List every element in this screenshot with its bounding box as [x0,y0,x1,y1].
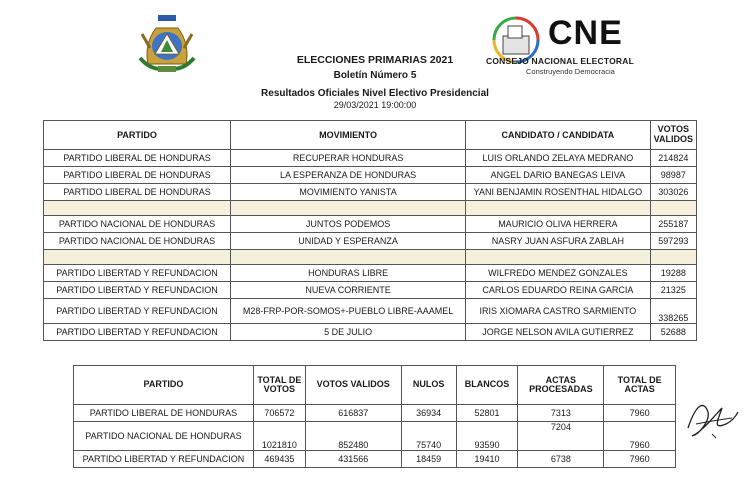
handwritten-signature-icon [682,394,740,444]
table-header-row [74,366,676,405]
cell-nulos: 75740 [401,422,456,451]
cell-movimiento: LA ESPERANZA DE HONDURAS [231,167,466,184]
document-title: ELECCIONES PRIMARIAS 2021 [296,54,454,66]
header-movimiento: MOVIMIENTO [231,121,466,150]
cell-candidato: JORGE NELSON AVILA GUTIERREZ [466,324,651,341]
cell-votos: 21325 [650,282,696,299]
cell-votos: 52688 [650,324,696,341]
cell-votos: 597293 [650,233,696,250]
cell-movimiento: JUNTOS PODEMOS [231,216,466,233]
cell-total-actas: 7960 [604,405,676,422]
cell-partido: PARTIDO LIBERTAD Y REFUNDACION [44,299,231,324]
cell-actas-procesadas: 6738 [518,451,604,468]
document-subtitle: Resultados Oficiales Nivel Electivo Presidencial [261,88,489,99]
cell-movimiento: RECUPERAR HONDURAS [231,150,466,167]
table-row [44,324,697,341]
table-row [44,299,697,324]
cell-partido: PARTIDO LIBERAL DE HONDURAS [74,405,254,422]
cell-total-votos: 469435 [253,451,305,468]
separator-row [44,201,697,216]
cell-partido: PARTIDO LIBERTAD Y REFUNDACION [44,282,231,299]
table-row [44,282,697,299]
cell-partido: PARTIDO NACIONAL DE HONDURAS [44,216,231,233]
header-partido: PARTIDO [44,121,231,150]
table-row [44,150,697,167]
cell-blancos: 52801 [456,405,518,422]
header-actas-procesadas: ACTAS PROCESADAS [518,366,604,405]
cne-slogan: Construyendo Democracia [526,67,615,76]
cell-votos: 19288 [650,265,696,282]
cell-votos-validos: 852480 [305,422,401,451]
cell-votos: 303026 [650,184,696,201]
cell-nulos: 18459 [401,451,456,468]
cell-candidato: MAURICIO OLIVA HERRERA [466,216,651,233]
bulletin-number: Boletín Número 5 [333,70,417,81]
header-votos-validos: VOTOS VALIDOS [650,121,696,150]
cell-votos: 98987 [650,167,696,184]
cell-movimiento: UNIDAD Y ESPERANZA [231,233,466,250]
cell-blancos: 19410 [456,451,518,468]
table-row [74,405,676,422]
cell-candidato: NASRY JUAN ASFURA ZABLAH [466,233,651,250]
cne-logo [486,14,666,78]
header-total-votos: TOTAL DE VOTOS [253,366,305,405]
cell-partido: PARTIDO NACIONAL DE HONDURAS [74,422,254,451]
header-total-actas: TOTAL DE ACTAS [604,366,676,405]
cell-partido: PARTIDO LIBERTAD Y REFUNDACION [44,265,231,282]
cell-movimiento: M28-FRP-POR-SOMOS+-PUEBLO LIBRE-AAAMEL [231,299,466,324]
cell-candidato: ANGEL DARIO BANEGAS LEIVA [466,167,651,184]
cell-partido: PARTIDO NACIONAL DE HONDURAS [44,233,231,250]
cell-candidato: LUIS ORLANDO ZELAYA MEDRANO [466,150,651,167]
header-blancos: BLANCOS [456,366,518,405]
table-row [44,167,697,184]
table-row [74,451,676,468]
cell-votos: 255187 [650,216,696,233]
cell-movimiento: NUEVA CORRIENTE [231,282,466,299]
separator-row [44,250,697,265]
cne-full-name: CONSEJO NACIONAL ELECTORAL [486,56,634,66]
table-header-row [44,121,697,150]
cell-votos: 214824 [650,150,696,167]
cell-blancos: 93590 [456,422,518,451]
table-row [44,216,697,233]
header-partido: PARTIDO [74,366,254,405]
cell-candidato: YANI BENJAMIN ROSENTHAL HIDALGO [466,184,651,201]
cell-nulos: 36934 [401,405,456,422]
cell-total-actas: 7960 [604,451,676,468]
cell-candidato: IRIS XIOMARA CASTRO SARMIENTO [466,299,651,324]
cell-partido: PARTIDO LIBERTAD Y REFUNDACION [74,451,254,468]
cell-partido: PARTIDO LIBERAL DE HONDURAS [44,150,231,167]
cell-total-votos: 1021810 [253,422,305,451]
cell-candidato: WILFREDO MENDEZ GONZALES [466,265,651,282]
cell-total-votos: 706572 [253,405,305,422]
table-row [44,265,697,282]
cell-votos-validos: 431566 [305,451,401,468]
party-summary-table [73,365,676,468]
cell-partido: PARTIDO LIBERAL DE HONDURAS [44,167,231,184]
cell-movimiento: MOVIMIENTO YANISTA [231,184,466,201]
cne-logo-text: CNE [548,14,623,52]
table-row [74,422,676,451]
header-nulos: NULOS [401,366,456,405]
header-votos-validos: VOTOS VALIDOS [305,366,401,405]
cell-movimiento: 5 DE JULIO [231,324,466,341]
cell-votos-validos: 616837 [305,405,401,422]
document-header [0,0,750,118]
cell-movimiento: HONDURAS LIBRE [231,265,466,282]
header-candidato: CANDIDATO / CANDIDATA [466,121,651,150]
report-datetime: 29/03/2021 19:00:00 [333,100,417,110]
cell-candidato: CARLOS EDUARDO REINA GARCIA [466,282,651,299]
table-row [44,233,697,250]
candidates-results-table [43,120,697,341]
cell-votos: 338265 [650,299,696,324]
cell-actas-procesadas: 7204 [518,422,604,451]
cell-actas-procesadas: 7313 [518,405,604,422]
cell-partido: PARTIDO LIBERTAD Y REFUNDACION [44,324,231,341]
table-row [44,184,697,201]
cell-total-actas: 7960 [604,422,676,451]
cell-partido: PARTIDO LIBERAL DE HONDURAS [44,184,231,201]
